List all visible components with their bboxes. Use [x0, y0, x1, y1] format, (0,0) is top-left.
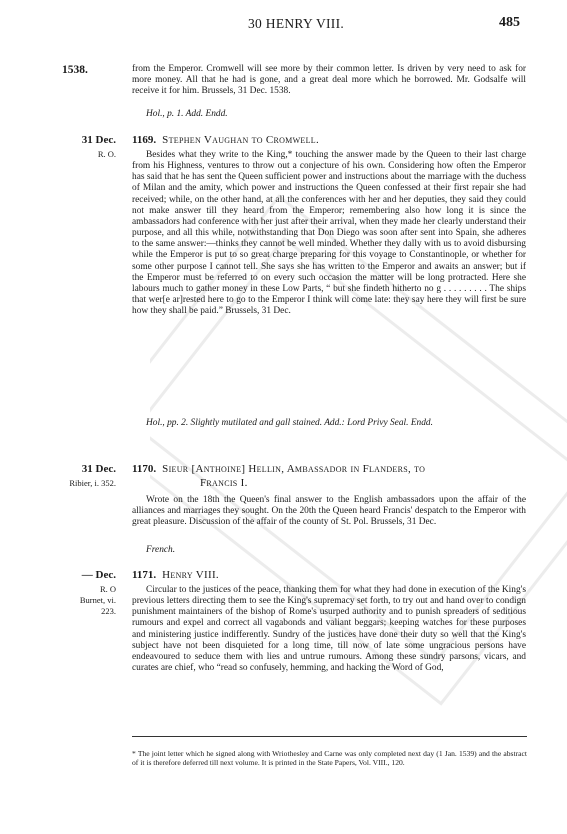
- entry-1170-source: Ribier, i. 352.: [69, 478, 116, 488]
- entry-1171-text: Circular to the justices of the peace, thanking them for what they had done in execution of the King's previous letters directing them to see the King's supremacy set forth, to try out and hand over to condign punishment maintainers of the bishop of Rome's usurped authority and to punish spreaders of seditious rumours and expel and correct all vagabonds and valiant beggars; keeping watches for these purposes and ministering justice indifferently. Sundry of the justices have done their duty so well that the King's subject have not been disquieted for a long time, till now of late some ungracious persons have endeavoured to seduce them with lies and untrue rumours. Among these sundry parsons, vicars, and curates are chief, who “read so confusely, hemming, and hacking the Word of God,: [132, 585, 526, 674]
- entry-1171-source: [62, 584, 116, 616]
- entry-1170-note: French.: [146, 545, 176, 555]
- entry-1171-title: Henry VIII.: [162, 569, 219, 581]
- entry-1171-source-line1: R. O: [99, 584, 116, 594]
- entry-1170-title-line2: Francis I.: [200, 477, 248, 489]
- entry-1171-heading: [132, 568, 527, 582]
- entry-1169-number: 1169.: [132, 134, 157, 146]
- entry-1170-number: 1170.: [132, 463, 157, 475]
- entry-1171-number: 1171.: [132, 569, 157, 581]
- entry-1169-date: 31 Dec.: [81, 134, 116, 146]
- footnote: * The joint letter which he signed along with Wriothesley and Carne was only completed next day (1 Jan. 1539) and the abstract of it is therefore deferred till next volume. It is printed in the State Papers, Vol. VIII., 120.: [132, 748, 527, 767]
- entry-1169-title: Stephen Vaughan to Cromwell.: [162, 134, 320, 146]
- entry-1171-source-line3: 223.: [101, 605, 116, 616]
- entry-1169-heading: [132, 133, 527, 147]
- continuation-paragraph: from the Emperor. Cromwell will see more by their common letter. Is driven by very need to ask for more money. All that he had is gone, and a great deal more which he borrowed. Mr. Godsalfe will receive it for him. Brussels, 31 Dec. 1538.: [132, 64, 526, 97]
- entry-1171-date: — Dec.: [81, 569, 116, 581]
- entry-1169-source: R. O.: [97, 149, 116, 159]
- continuation-note: Hol., p. 1. Add. Endd.: [146, 109, 228, 119]
- entry-1169-text: Besides what they write to the King,* touching the answer made by the Queen to their last charge from his Highness, ventures to throw out a conjecture of his own. Considering how often the Emperor has said that he has sent the Queen sufficient power and instructions about the marriage with the duchess of Milan and the amity, which power and instructions the Queen confessed at their first repair she had received; while, on the other hand, at all the conferences with her and her deputies, they said they could not make answer till they heard from the Emperor; remembering also how long it is since the ambassadors had conference with her just after their arrival, when they made her clearly understand their purpose, and all this while, notwithstanding that Don Diego was soon after sent into Spain, she adheres to the same answer:—thinks they cannot be well minded. Whether they dally with us to avoid disbursing while the Emperor is put to so great charge preparing for this voyage to Constantinople, or whether for some other purpose I cannot tell. She says she has written to the Emperor and awaits an answer; but if the Emperor must be referred to on every such occasion the matter will be long protracted. Here she labours much to gather money in these Low Parts, “ but she findeth hitherto no g . . . . . . . . . The ships that wer[e ar]rested here to go to the Emperor I think will come late: they say here they will first be sure how they shall be paid.” Brussels, 31 Dec.: [132, 150, 526, 317]
- entry-1170-heading: [132, 462, 527, 490]
- running-title: 30 HENRY VIII.: [248, 16, 345, 31]
- entry-1170-text: Wrote on the 18th the Queen's final answer to the English ambassadors upon the affair of the alliances and marriages they sought. On the 20th the Queen heard Francis' despatch to the Emperor with great pleasure. Discussion of the affair of the county of St. Pol. Brussels, 31 Dec.: [132, 495, 526, 528]
- entry-1170-title-line1: Sieur [Anthoine] Hellin, Ambassador in Flanders, to: [162, 463, 426, 475]
- entry-1170-date: 31 Dec.: [81, 463, 116, 475]
- margin-year: 1538.: [62, 64, 88, 76]
- entry-1171-source-line2: Burnet, vi.: [79, 594, 116, 605]
- page-number: 485: [499, 15, 520, 30]
- entry-1169-note: Hol., pp. 2. Slightly mutilated and gall stained. Add.: Lord Privy Seal. Endd.: [146, 418, 433, 428]
- footnote-divider: [132, 736, 527, 737]
